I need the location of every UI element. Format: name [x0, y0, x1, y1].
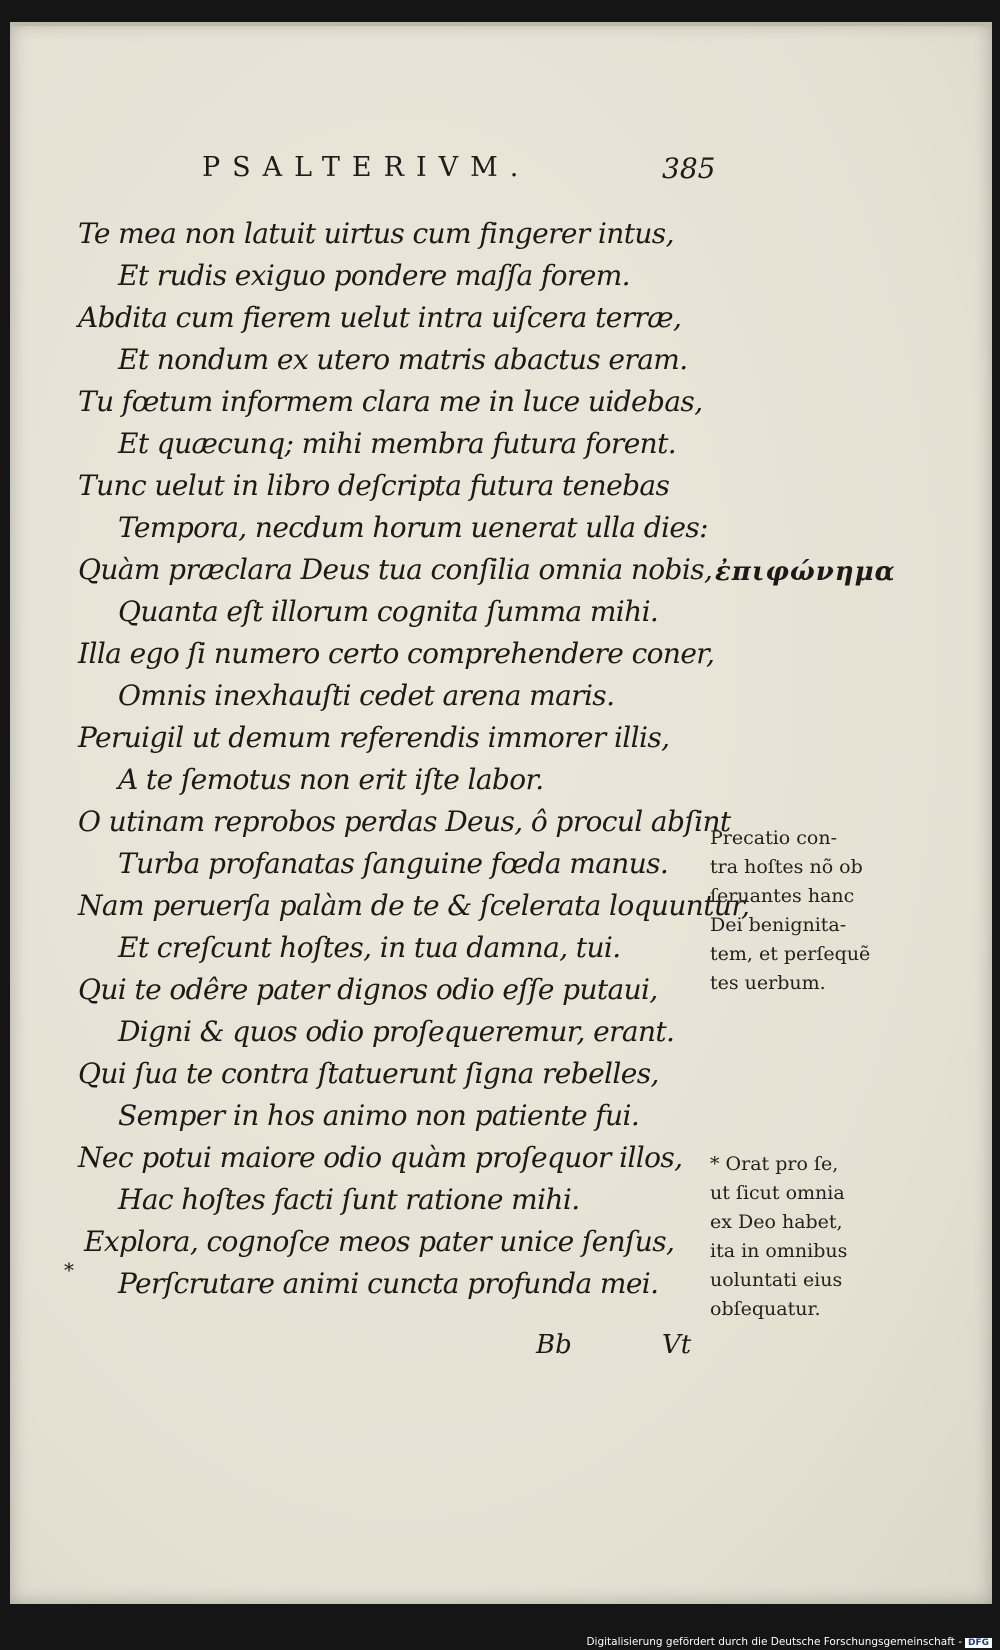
- verse-line: Quanta eſt illorum cognita ſumma mihi.: [118, 595, 659, 628]
- asterisk-mark: *: [64, 1258, 74, 1282]
- note-line: Precatio con-: [710, 827, 838, 849]
- page-number: 385: [662, 152, 716, 185]
- note-line: obſequatur.: [710, 1298, 821, 1320]
- verse-line: Digni & quos odio proſequeremur, erant.: [118, 1015, 675, 1048]
- note-line: Dei benignita-: [710, 914, 847, 936]
- page-edge: [10, 22, 992, 26]
- verse-line: Quàm præclara Deus tua conſilia omnia nobis,: [78, 553, 713, 586]
- note-line: tes uerbum.: [710, 972, 826, 994]
- verse-line: Explora, cognoſce meos pater unice ſenſus,: [84, 1225, 675, 1258]
- verse-line: Semper in hos animo non patiente fui.: [118, 1099, 640, 1132]
- verse-line: Tunc uelut in libro deſcripta futura tenebas: [78, 469, 670, 502]
- verse-line: Tu fœtum informem clara me in luce uidebas,: [78, 385, 703, 418]
- verse-line: Et quæcunq; mihi membra futura forent.: [118, 427, 677, 460]
- verse-line: Omnis inexhauſti cedet arena maris.: [118, 679, 615, 712]
- greek-marginal-note: ἐπιφώνημα: [715, 557, 896, 587]
- verse-line: Tempora, necdum horum uenerat ulla dies:: [118, 511, 708, 544]
- verse-line: A te ſemotus non erit iſte labor.: [118, 763, 544, 796]
- note-line: ut ſicut omnia: [710, 1182, 845, 1204]
- verse-line: Abdita cum fierem uelut intra uiſcera terræ,: [78, 301, 682, 334]
- verse-line: Perſcrutare animi cuncta profunda mei.: [118, 1267, 659, 1300]
- note-line: * Orat pro ſe,: [710, 1153, 839, 1175]
- signature-mark: Bb: [536, 1330, 572, 1360]
- running-title: PSALTERIVM.: [202, 152, 531, 183]
- credit-text: Digitalisierung gefördert durch die Deutsche Forschungsgemeinschaft -: [586, 1636, 962, 1648]
- book-page: [10, 22, 992, 1604]
- note-line: uoluntati eius: [710, 1269, 843, 1291]
- verse-line: Nec potui maiore odio quàm proſequor illos,: [78, 1141, 683, 1174]
- digitization-credit: [586, 1636, 992, 1648]
- marginal-note-orat: [710, 1150, 847, 1324]
- note-line: tra hoſtes nõ ob: [710, 856, 863, 878]
- catchword: Vt: [662, 1330, 692, 1360]
- verse-line: Te mea non latuit uirtus cum fingerer intus,: [78, 217, 674, 250]
- verse-line: Et creſcunt hoſtes, in tua damna, tui.: [118, 931, 621, 964]
- note-line: ex Deo habet,: [710, 1211, 843, 1233]
- marginal-note-precatio: [710, 824, 870, 998]
- note-line: ita in omnibus: [710, 1240, 848, 1262]
- dfg-logo: DFG: [965, 1638, 992, 1648]
- verse-line: Qui ſua te contra ſtatuerunt ſigna rebelles,: [78, 1057, 659, 1090]
- note-line: tem, et perſequẽ: [710, 943, 871, 965]
- note-line: ſeruantes hanc: [710, 885, 855, 907]
- verse-line: Nam peruerſa palàm de te & ſcelerata loquuntur,: [78, 889, 750, 922]
- verse-line: Illa ego ſi numero certo comprehendere coner,: [78, 637, 715, 670]
- verse-line: Peruigil ut demum referendis immorer illis,: [78, 721, 670, 754]
- verse-line: Qui te odêre pater dignos odio eſſe putaui,: [78, 973, 658, 1006]
- verse-line: Hac hoſtes facti ſunt ratione mihi.: [118, 1183, 580, 1216]
- verse-line: Turba profanatas ſanguine fœda manus.: [118, 847, 669, 880]
- verse-line: Et nondum ex utero matris abactus eram.: [118, 343, 688, 376]
- verse-line: O utinam reprobos perdas Deus, ô procul abſint: [78, 805, 731, 838]
- verse-line: Et rudis exiguo pondere maſſa forem.: [118, 259, 630, 292]
